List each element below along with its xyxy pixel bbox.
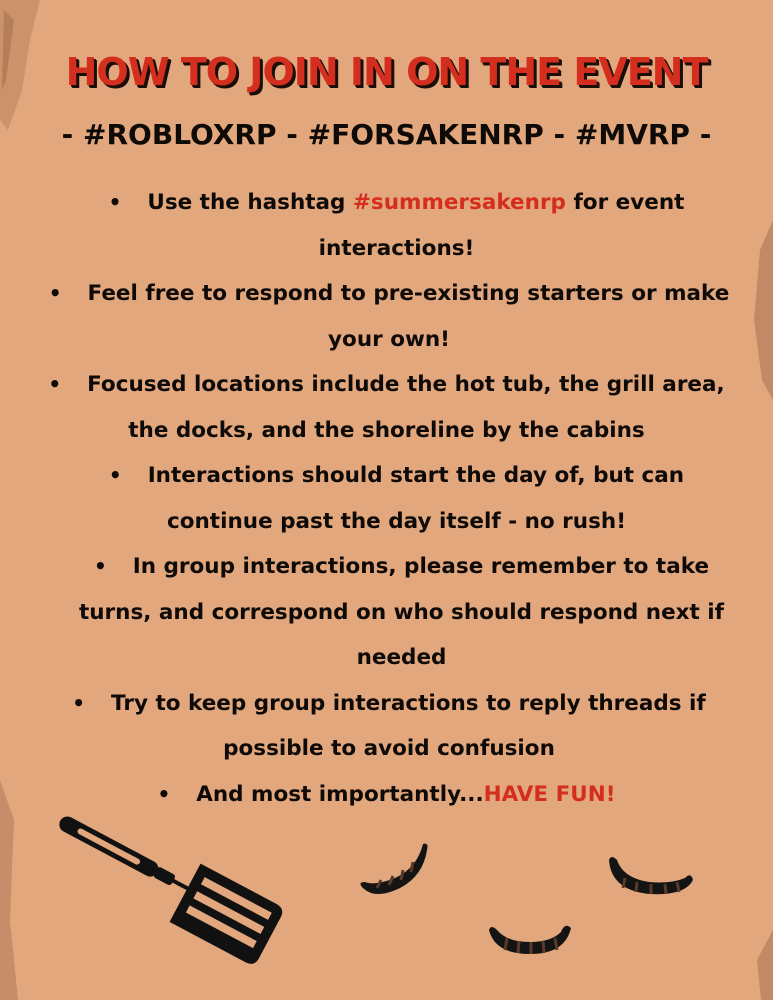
have-fun-highlight: HAVE FUN! [483,781,616,807]
rule-item: • Interactions should start the day of, but can continue past the day itself - no rush! [30,453,743,544]
rule-item: • Feel free to respond to pre-existing starters or make your own! [30,271,743,362]
sausage-icon [485,918,575,958]
sausage-icon [355,838,435,908]
bullet-icon: • [48,372,62,396]
rules-list [30,180,743,817]
bullet-icon: • [157,781,171,806]
bullet-icon: • [93,554,107,578]
spatula-icon [30,810,300,970]
rule-item: • In group interactions, please remember to take turns, and correspond on who should respond next if needed [30,544,743,681]
bullet-icon: • [108,463,122,487]
bullet-icon: • [72,690,86,715]
bullet-icon: • [108,190,122,214]
hashtag-line: - #ROBLOXRP - #FORSAKENRP - #MVRP - [61,118,712,151]
rule-item: • Try to keep group interactions to reply threads if possible to avoid confusion [30,681,743,772]
page-title: HOW TO JOIN IN ON THE EVENT [65,50,708,94]
hashtag-highlight: #summersakenrp [352,190,566,215]
brush-stroke-decoration [740,220,773,400]
rule-item: • Use the hashtag #summersakenrp for event interactions! [30,180,743,271]
rule-item: • And most importantly...HAVE FUN! [30,772,743,818]
brush-stroke-decoration [745,930,773,1000]
rule-item: • Focused locations include the hot tub, the grill area, the docks, and the shoreline by the cabins [30,362,743,453]
bullet-icon: • [48,281,62,305]
sausage-icon [605,852,697,902]
